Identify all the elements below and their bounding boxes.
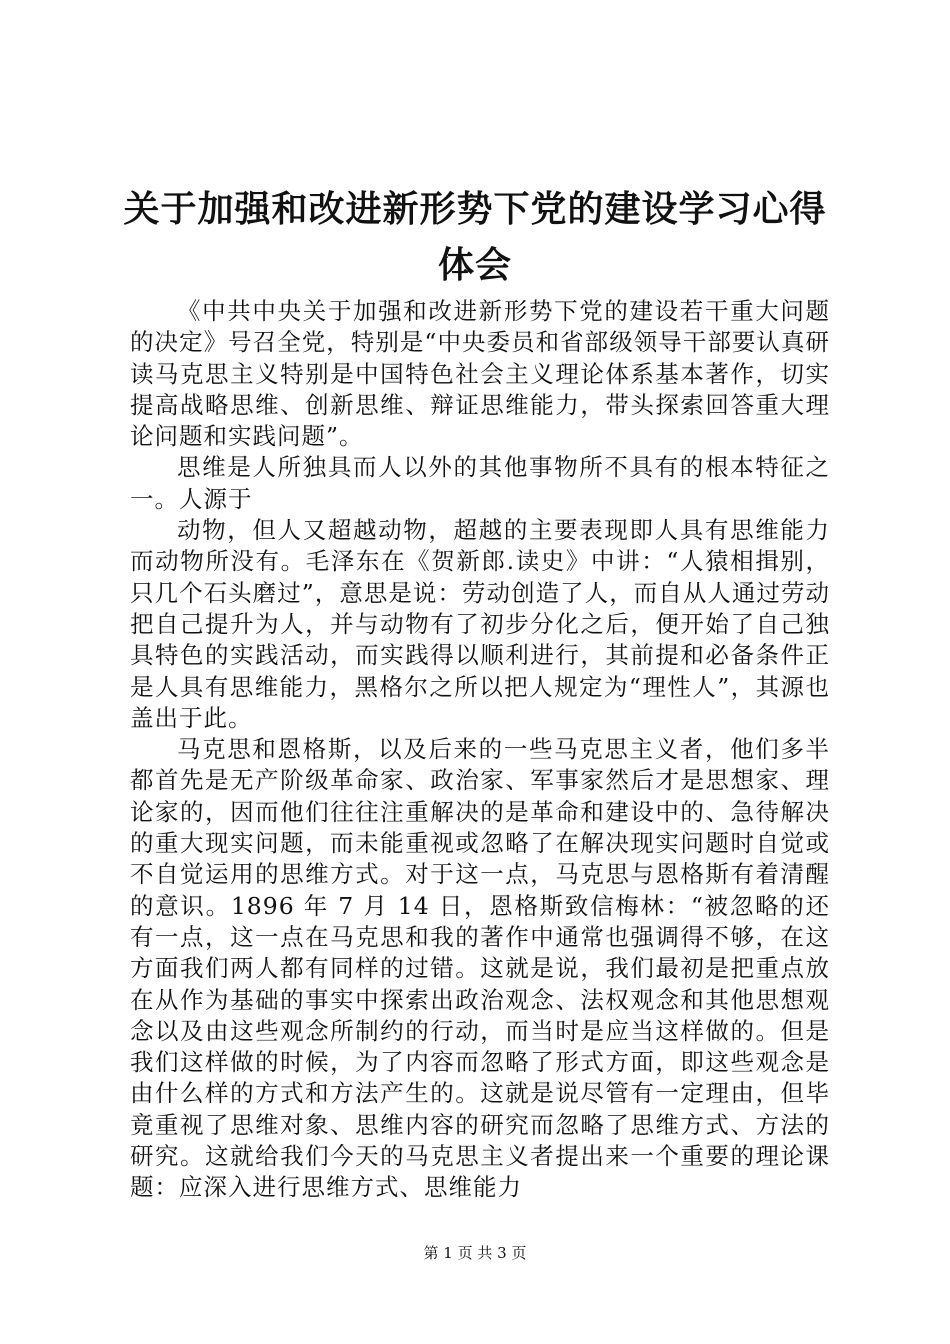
document-title: 关于加强和改进新形势下党的建设学习心得体会 (123, 189, 827, 286)
page-footer: 第 1 页 共 3 页 (423, 1244, 527, 1262)
paragraph-1: 《中共中央关于加强和改进新形势下党的建设若干重大问题的决定》号召全党，特别是“中央委员和省部级领导干部要认真研读马克思主义特别是中国特色社会主义理论体系基本著作，切实提高战略思维、创新思维、辩证思维能力，带头探索回答重大理论问题和实践问题”。 (130, 297, 830, 451)
document-body (130, 296, 830, 1204)
paragraph-2: 思维是人所独具而人以外的其他事物所不具有的根本特征之一。人源于 (130, 453, 830, 513)
paragraph-4: 马克思和恩格斯，以及后来的一些马克思主义者，他们多半都首先是无产阶级革命家、政治家、军事家然后才是思想家、理论家的，因而他们往往注重解决的是革命和建设中的、急待解决的重大现实问题，而未能重视或忽略了在解决现实问题时自觉或不自觉运用的思维方式。对于这一点，马克思与恩格斯有着清醒的意识。1896 年 7 月 14 日，恩格斯致信梅林：“被忽略的还有一点，这一点在马克思和我的著作中通常也强调得不够，在这方面我们两人都有同样的过错。这就是说，我们最初是把重点放在从作为基础的事实中探索出政治观念、法权观念和其他思想观念以及由这些观念所制约的行动，而当时是应当这样做的。但是我们这样做的时候，为了内容而忽略了形式方面，即这些观念是由什么样的方式和方法产生的。这就是说尽管有一定理由，但毕竟重视了思维对象、思维内容的研究而忽略了思维方式、方法的研究。这就给我们今天的马克思主义者提出来一个重要的理论课题：应深入进行思维方式、思维能力 (130, 735, 830, 1202)
paragraph-3: 动物，但人又超越动物，超越的主要表现即人具有思维能力而动物所没有。毛泽东在《贺新郎.读史》中讲：“人猿相揖别，只几个石头磨过”，意思是说：劳动创造了人，而自从人通过劳动把自己提升为人，并与动物有了初步分化之后，便开始了自己独具特色的实践活动，而实践得以顺利进行，其前提和必备条件正是人具有思维能力，黑格尔之所以把人规定为“理性人”，其源也盖出于此。 (130, 516, 830, 732)
